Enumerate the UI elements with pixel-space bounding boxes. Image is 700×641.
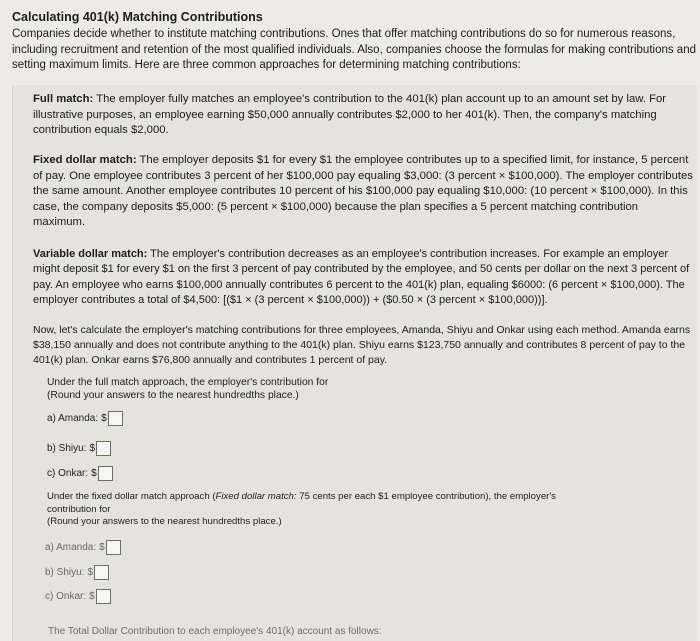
rounding-instruction: (Round your answers to the nearest hundredths place.) — [47, 516, 282, 527]
full-match-label: Full match: — [33, 93, 94, 105]
calculation-intro-paragraph: Now, let's calculate the employer's matching contributions for three employees, Amanda, Shiyu and Onkar using each method. Amanda earns $38,150 annually and does not contribute anything to the 401(k) plan. Shiyu earns $123,750 annually and contributes 8 percent of pay to the 401(k) plan. Onkar earns $76,800 annually and contributes 1 percent of pay. — [33, 324, 691, 366]
full-match-text: The employer fully matches an employee's contribution to the 401(k) plan account up to an amount set by law. For illustrative purposes, an employee earning $50,000 annually contributes $2,000 to her 401(k). Then, the company's matching contribution equals $2,000. — [33, 93, 667, 136]
total-contribution-caption: The Total Dollar Contribution to each employee's 401(k) account as follows: — [48, 626, 382, 637]
problem-panel — [12, 85, 697, 641]
dollar-sign: $ — [89, 443, 96, 454]
answer-input[interactable] — [106, 540, 121, 555]
intro-paragraph: Companies decide whether to institute matching contributions. Ones that offer matching contributions do so for numerous reasons, including recruitment and retention of the most qualified individuals. Also, companies choose the formulas for making contributions and setting maximum limits. Here are three common approaches for determining matching contributions: — [12, 28, 696, 71]
answer-input[interactable] — [96, 441, 111, 456]
dollar-sign: $ — [99, 542, 105, 553]
full-answer-amanda — [47, 411, 123, 426]
dollar-sign: $ — [91, 468, 97, 479]
answer-label: a) Amanda: — [47, 413, 99, 424]
rounding-instruction: (Round your answers to the nearest hundredths place.) — [47, 390, 299, 401]
full-answer-shiyu — [47, 441, 111, 456]
fixed-answer-onkar — [45, 589, 111, 604]
answer-label: b) Shiyu: — [47, 443, 87, 454]
fixed-match-text: The employer deposits $1 for every $1 the employee contributes up to a specified limit, for instance, 5 percent of pay. One employee contributes 3 percent of her $100,000 pay equaling $3,000: (3 percent × $100,000). The employer contributes the same amount. Another employee contributes 10 percent of his $100,000 pay equaling $10,000: (10 percent × $100,000). In this case, the company deposits $5,000: (5 percent × $100,000) because the plan specifies a 5 percent matching contribution maximum. — [33, 154, 693, 228]
fixed-answer-shiyu — [45, 565, 109, 580]
answer-label: b) Shiyu: — [45, 567, 85, 578]
dollar-sign: $ — [89, 591, 95, 602]
answer-label: c) Onkar: — [47, 468, 89, 479]
answer-input[interactable] — [96, 589, 111, 604]
fixed-answer-amanda — [45, 540, 121, 555]
fixed-match-question — [47, 491, 667, 529]
dollar-sign: $ — [87, 567, 94, 578]
full-match-question-text: Under the full match approach, the employer's contribution for — [47, 377, 329, 388]
dollar-sign: $ — [101, 413, 107, 424]
fixed-match-paragraph — [33, 153, 693, 231]
page-title: Calculating 401(k) Matching Contributions — [12, 10, 263, 24]
answer-input[interactable] — [94, 565, 109, 580]
variable-match-paragraph — [33, 247, 693, 308]
full-match-paragraph — [33, 92, 693, 139]
answer-label: c) Onkar: — [45, 591, 87, 602]
variable-match-text: The employer's contribution decreases as an employee's contribution increases. For example an employer might deposit $1 for every $1 on the first 3 percent of pay contributed by the employee, and 50 cents per dollar on the next 3 percent of pay. An employee who earns $100,000 annually contributes 6 percent to the 401(k) plan, equaling $6000: (6 percent × $100,000). The employer contributes a total of $4,500: [($1 × (3 percent × $100,000)) + ($0.50 × (3 percent × $100,000))]. — [33, 248, 690, 306]
answer-label: a) Amanda: — [45, 542, 97, 553]
full-answer-onkar — [47, 466, 113, 481]
fixed-match-question-text-2: contribution for — [47, 503, 111, 515]
variable-match-label: Variable dollar match: — [33, 248, 148, 260]
fixed-match-question-text: Under the fixed dollar match approach (Fixed dollar match: 75 cents per each $1 employee contribution), the employer's — [47, 491, 556, 502]
fixed-match-label: Fixed dollar match: — [33, 154, 137, 166]
full-match-question — [47, 376, 687, 402]
answer-input[interactable] — [98, 466, 113, 481]
answer-input[interactable] — [108, 411, 123, 426]
